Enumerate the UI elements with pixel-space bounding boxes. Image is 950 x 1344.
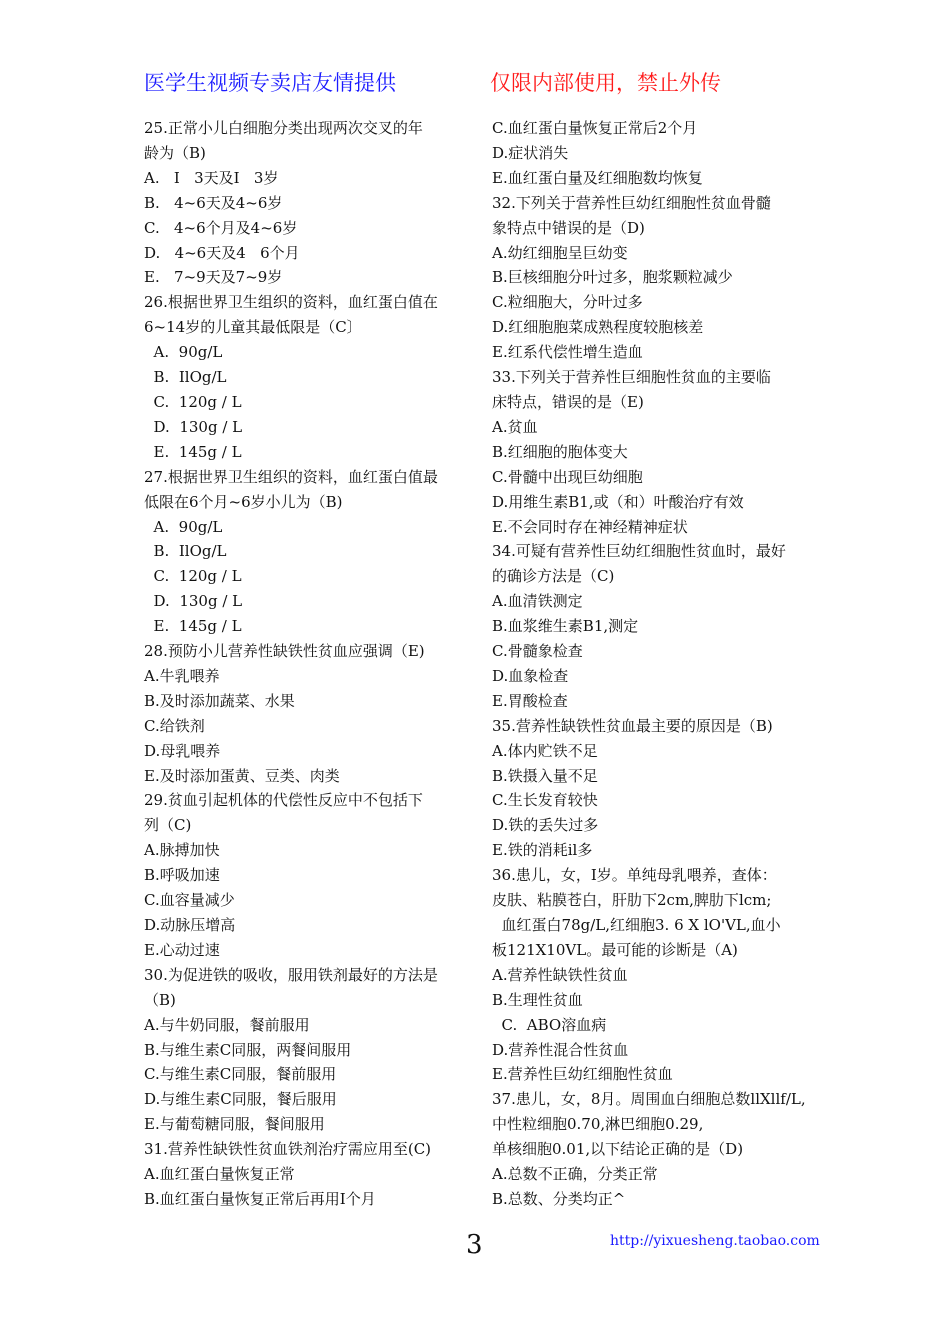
text-line: B.生理性贫血 xyxy=(492,990,583,1009)
left-column xyxy=(144,116,464,1212)
text-line: 33.下列关于营养性巨细胞性贫血的主要临 xyxy=(492,368,771,387)
text-line: D.铁的丢失过多 xyxy=(492,816,599,835)
text-line: 30.为促进铁的吸收，服用铁剂最好的方法是 xyxy=(144,965,438,984)
text-line: A.营养性缺铁性贫血 xyxy=(492,965,628,984)
text-line: D.症状消失 xyxy=(492,143,569,162)
text-line: 龄为（B) xyxy=(144,143,206,162)
text-line: A.与牛奶同服，餐前服用 xyxy=(144,1015,310,1034)
text-line: A. I 3天及I 3岁 xyxy=(144,168,279,187)
text-line: 35.营养性缺铁性贫血最主要的原因是（B) xyxy=(492,716,773,735)
text-line: B. 4~6天及4~6岁 xyxy=(144,193,283,212)
text-line: E. 145g / L xyxy=(144,442,242,461)
text-line: （B) xyxy=(144,990,176,1009)
text-line: A.体内贮铁不足 xyxy=(492,741,598,760)
text-line: A. 90g/L xyxy=(144,517,223,536)
header-right-text: 仅限内部使用，禁止外传 xyxy=(490,71,721,95)
text-line: C. 4~6个月及4~6岁 xyxy=(144,218,298,237)
text-line: A.牛乳喂养 xyxy=(144,666,220,685)
text-line: A.血红蛋白量恢复正常 xyxy=(144,1165,295,1184)
text-line: C.血红蛋白量恢复正常后2个月 xyxy=(492,119,698,137)
text-line: B.呼吸加速 xyxy=(144,866,220,885)
text-line: D. 4~6天及4 6个月 xyxy=(144,243,300,262)
text-line: 皮肤、粘膜苍白，肝肋下2cm,脾肋下lcm; xyxy=(492,891,772,910)
text-line: E. 7~9天及7~9岁 xyxy=(144,268,283,287)
text-line: E.血红蛋白量及红细胞数均恢复 xyxy=(492,168,703,187)
text-line: 31.营养性缺铁性贫血铁剂治疗需应用至(C) xyxy=(144,1140,432,1159)
text-line: B.血红蛋白量恢复正常后再用I个月 xyxy=(144,1189,376,1208)
text-line: D. 130g / L xyxy=(144,592,243,611)
text-line: D. 130g / L xyxy=(144,417,243,436)
footer-url-link[interactable]: http://yixuesheng.taobao.com xyxy=(610,1233,820,1249)
text-line: 床特点，错误的是（E) xyxy=(492,392,644,411)
text-line: 的确诊方法是（C) xyxy=(492,567,615,586)
text-line: B. IlOg/L xyxy=(144,368,227,387)
text-line: 27.根据世界卫生组织的资料，血红蛋白值最 xyxy=(144,467,438,486)
text-line: E.红系代偿性增生造血 xyxy=(492,343,643,362)
text-line: A.贫血 xyxy=(492,417,538,436)
text-line: C.粒细胞大，分叶过多 xyxy=(492,293,643,312)
text-line: D.动脉压增高 xyxy=(144,916,236,934)
text-line: E.营养性巨幼红细胞性贫血 xyxy=(492,1065,673,1084)
text-line: B.铁摄入量不足 xyxy=(492,766,598,785)
text-line: D.营养性混合性贫血 xyxy=(492,1040,629,1059)
text-line: A. 90g/L xyxy=(144,343,223,362)
text-line: A.脉搏加快 xyxy=(144,841,220,860)
text-line: C. ABO溶血病 xyxy=(492,1015,607,1034)
text-line: C.骨髓象检查 xyxy=(492,642,583,661)
text-line: 列（C) xyxy=(144,816,192,835)
text-line: E.及时添加蛋黄、豆类、肉类 xyxy=(144,766,340,785)
text-line: 6~14岁的儿童其最低限是（C〕 xyxy=(144,318,362,337)
page-number: 3 xyxy=(466,1230,483,1260)
text-line: C. 120g / L xyxy=(144,567,242,586)
text-line: B.及时添加蔬菜、水果 xyxy=(144,691,295,710)
text-line: 单核细胞0.01,以下结论正确的是（D) xyxy=(492,1140,744,1159)
header-left-text: 医学生视频专卖店友情提供 xyxy=(144,71,396,95)
text-line: B.红细胞的胞体变大 xyxy=(492,442,628,461)
text-line: B. IlOg/L xyxy=(144,542,227,561)
text-line: 板121X10VL。最可能的诊断是（A) xyxy=(492,940,738,959)
text-line: E.不会同时存在神经精神症状 xyxy=(492,517,688,536)
text-line: D.红细胞胞菜成熟程度较胞核差 xyxy=(492,318,704,337)
text-line: D.用维生素B1,或（和）叶酸治疗有效 xyxy=(492,492,744,511)
text-line: 28.预防小儿营养性缺铁性贫血应强调（E) xyxy=(144,642,425,661)
text-line: 29.贫血引起机体的代偿性反应中不包括下 xyxy=(144,791,423,810)
text-line: 血红蛋白78g/L,红细胞3. 6 X lO'VL,血小 xyxy=(492,916,781,934)
text-line: E.心动过速 xyxy=(144,940,220,959)
text-line: B.血浆维生素B1,测定 xyxy=(492,617,639,636)
text-line: 37.患儿，女，8月。周围血白细胞总数llXllf/L, xyxy=(492,1090,806,1109)
text-line: 36.患儿，女，I岁。单纯母乳喂养，查体： xyxy=(492,866,777,885)
text-line: 32.下列关于营养性巨幼红细胞性贫血骨髓 xyxy=(492,193,771,212)
text-line: C. 120g / L xyxy=(144,392,242,411)
text-line: C.血容量减少 xyxy=(144,891,235,910)
text-line: 低限在6个月~6岁小儿为（B) xyxy=(144,492,343,511)
text-line: D.血象检查 xyxy=(492,666,569,685)
text-line: D.母乳喂养 xyxy=(144,741,221,760)
text-line: C.骨髓中出现巨幼细胞 xyxy=(492,467,643,486)
text-line: B.与维生素C同服，两餐间服用 xyxy=(144,1040,352,1059)
text-line: C.与维生素C同服，餐前服用 xyxy=(144,1065,337,1084)
text-line: E.与葡萄糖同服，餐间服用 xyxy=(144,1115,325,1134)
text-line: D.与维生素C同服，餐后服用 xyxy=(144,1090,337,1109)
right-column xyxy=(492,116,812,1212)
text-line: E.铁的消耗il多 xyxy=(492,841,593,860)
text-line: C.给铁剂 xyxy=(144,716,205,735)
text-line: B.总数、分类均正^ xyxy=(492,1189,626,1208)
text-line: B.巨核细胞分叶过多，胞浆颗粒减少 xyxy=(492,268,733,287)
text-line: 中性粒细胞0.70,淋巴细胞0.29, xyxy=(492,1115,704,1134)
text-line: C.生长发育较快 xyxy=(492,791,598,810)
text-line: A.幼红细胞呈巨幼变 xyxy=(492,243,628,262)
text-line: E. 145g / L xyxy=(144,617,242,636)
text-line: E.胃酸检查 xyxy=(492,691,568,710)
text-line: 26.根据世界卫生组织的资料，血红蛋白值在 xyxy=(144,293,438,312)
text-line: 34.可疑有营养性巨幼红细胞性贫血时，最好 xyxy=(492,542,786,561)
text-line: A.总数不正确，分类正常 xyxy=(492,1165,658,1184)
text-line: A.血清铁测定 xyxy=(492,592,583,611)
text-line: 25.正常小儿白细胞分类出现两次交叉的年 xyxy=(144,119,423,137)
text-line: 象特点中错误的是（D) xyxy=(492,218,645,237)
